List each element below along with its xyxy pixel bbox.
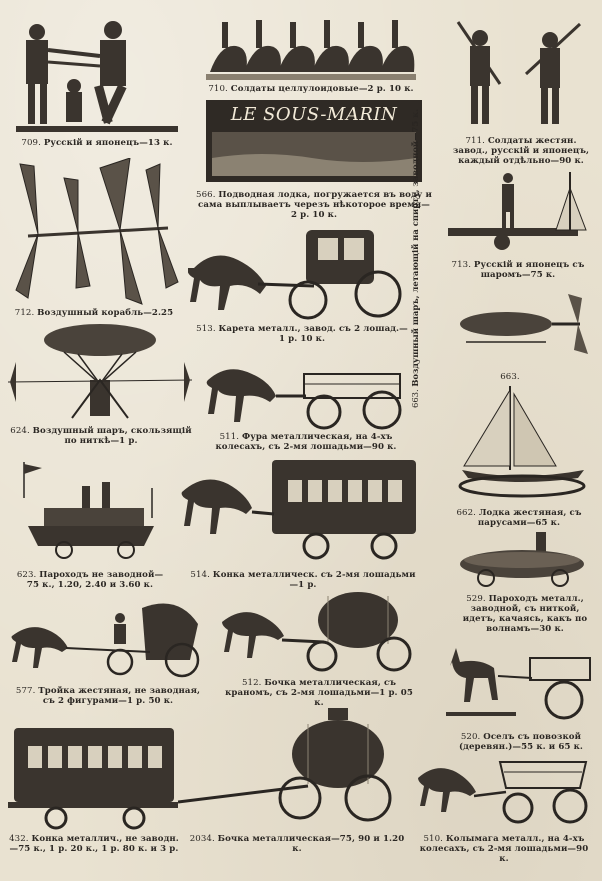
caption-512: 512. Бочка металлическая, съ краномъ, съ 2-мя лошадьми—1 р. 05 к. bbox=[225, 678, 413, 708]
figure-2034-barrel-cart bbox=[178, 706, 408, 826]
submarine-sign: LE SOUS-MARIN bbox=[230, 104, 398, 125]
caption-529: 529. Пароходъ металл., заводной, съ ниткой, идетъ, качаясь, какъ по волнамъ—30 к. bbox=[462, 594, 588, 634]
caption-566: 566. Подводная лодка, погружается въ воду и сама выплываетъ черезъ нѣкоторое время—2 р. 10 к. bbox=[196, 190, 432, 220]
caption-2034: 2034. Бочка металлическая—75, 90 и 1.20 к. bbox=[189, 834, 405, 854]
caption-712: 712. Воздушный корабль—2.25 bbox=[14, 308, 174, 318]
figure-566-submarine bbox=[204, 98, 424, 184]
figure-511-wagon bbox=[204, 346, 408, 432]
figure-713-with-ball bbox=[446, 170, 592, 254]
figure-663-balloon bbox=[456, 292, 596, 358]
caption-711: 711. Солдаты жестян. завод., русскій и японецъ, каждый отдѣльно—90 к. bbox=[452, 136, 590, 166]
caption-513: 513. Карета металл., завод. съ 2 лошад.—1 р. 10 к. bbox=[196, 324, 408, 344]
figure-514-horse-tram bbox=[178, 452, 420, 562]
figure-710-soldiers bbox=[206, 12, 416, 82]
caption-709: 709. Русскій и японецъ—13 к. bbox=[21, 138, 173, 148]
caption-623: 623. Пароходъ не заводной—75 к., 1.20, 2.40 и 3.60 к. bbox=[16, 570, 164, 590]
caption-511: 511. Фура металлическая, на 4-хъ колесахъ, съ 2-мя лошадьми—90 к. bbox=[215, 432, 397, 452]
figure-623-steamboat bbox=[14, 458, 164, 562]
caption-624: 624. Воздушный шаръ, скользящій по ниткѣ—1 р. bbox=[10, 426, 192, 446]
figure-512-barrel-horses bbox=[218, 586, 418, 674]
caption-577: 577. Тройка жестяная, не заводная, съ 2 фигурами—1 р. 50 к. bbox=[15, 686, 201, 706]
caption-663-label: 663. bbox=[500, 372, 520, 382]
caption-713: 713. Русскій и японецъ съ шаромъ—75 к. bbox=[451, 260, 585, 280]
caption-514: 514. Конка металлическ. съ 2-мя лошадьми—1 р. bbox=[190, 570, 416, 590]
caption-662: 662. Лодка жестяная, съ парусами—65 к. bbox=[456, 508, 582, 528]
caption-710: 710. Солдаты целлулоидовые—2 р. 10 к. bbox=[208, 84, 414, 94]
figure-624-balloon bbox=[8, 322, 192, 422]
figure-577-troika bbox=[10, 598, 206, 680]
figure-709-russian-japanese bbox=[14, 10, 180, 136]
figure-529-steamer bbox=[456, 530, 590, 590]
figure-711-tin-soldiers bbox=[450, 14, 590, 132]
figure-432-horse-tram bbox=[6, 722, 180, 830]
figure-520-donkey-cart bbox=[446, 642, 594, 728]
figure-513-carriage bbox=[188, 224, 410, 320]
figure-510-kolymaga bbox=[414, 748, 594, 828]
caption-663-vertical: 663. Воздушный шаръ, летающій на спирту, заводной—75 к. bbox=[410, 108, 420, 408]
caption-432: 432. Конка металлич., не заводн.—75 к., 1 р. 20 к., 1 р. 80 к. и 3 р. bbox=[9, 834, 179, 854]
caption-520: 520. Оселъ съ повозкой (деревян.)—55 к. и 65 к. bbox=[458, 732, 584, 752]
caption-510: 510. Колымага металл., на 4-хъ колесахъ, съ 2-мя лошадьми—90 к. bbox=[419, 834, 589, 864]
figure-712-airship bbox=[8, 158, 180, 306]
figure-662-sailboat bbox=[456, 382, 590, 500]
